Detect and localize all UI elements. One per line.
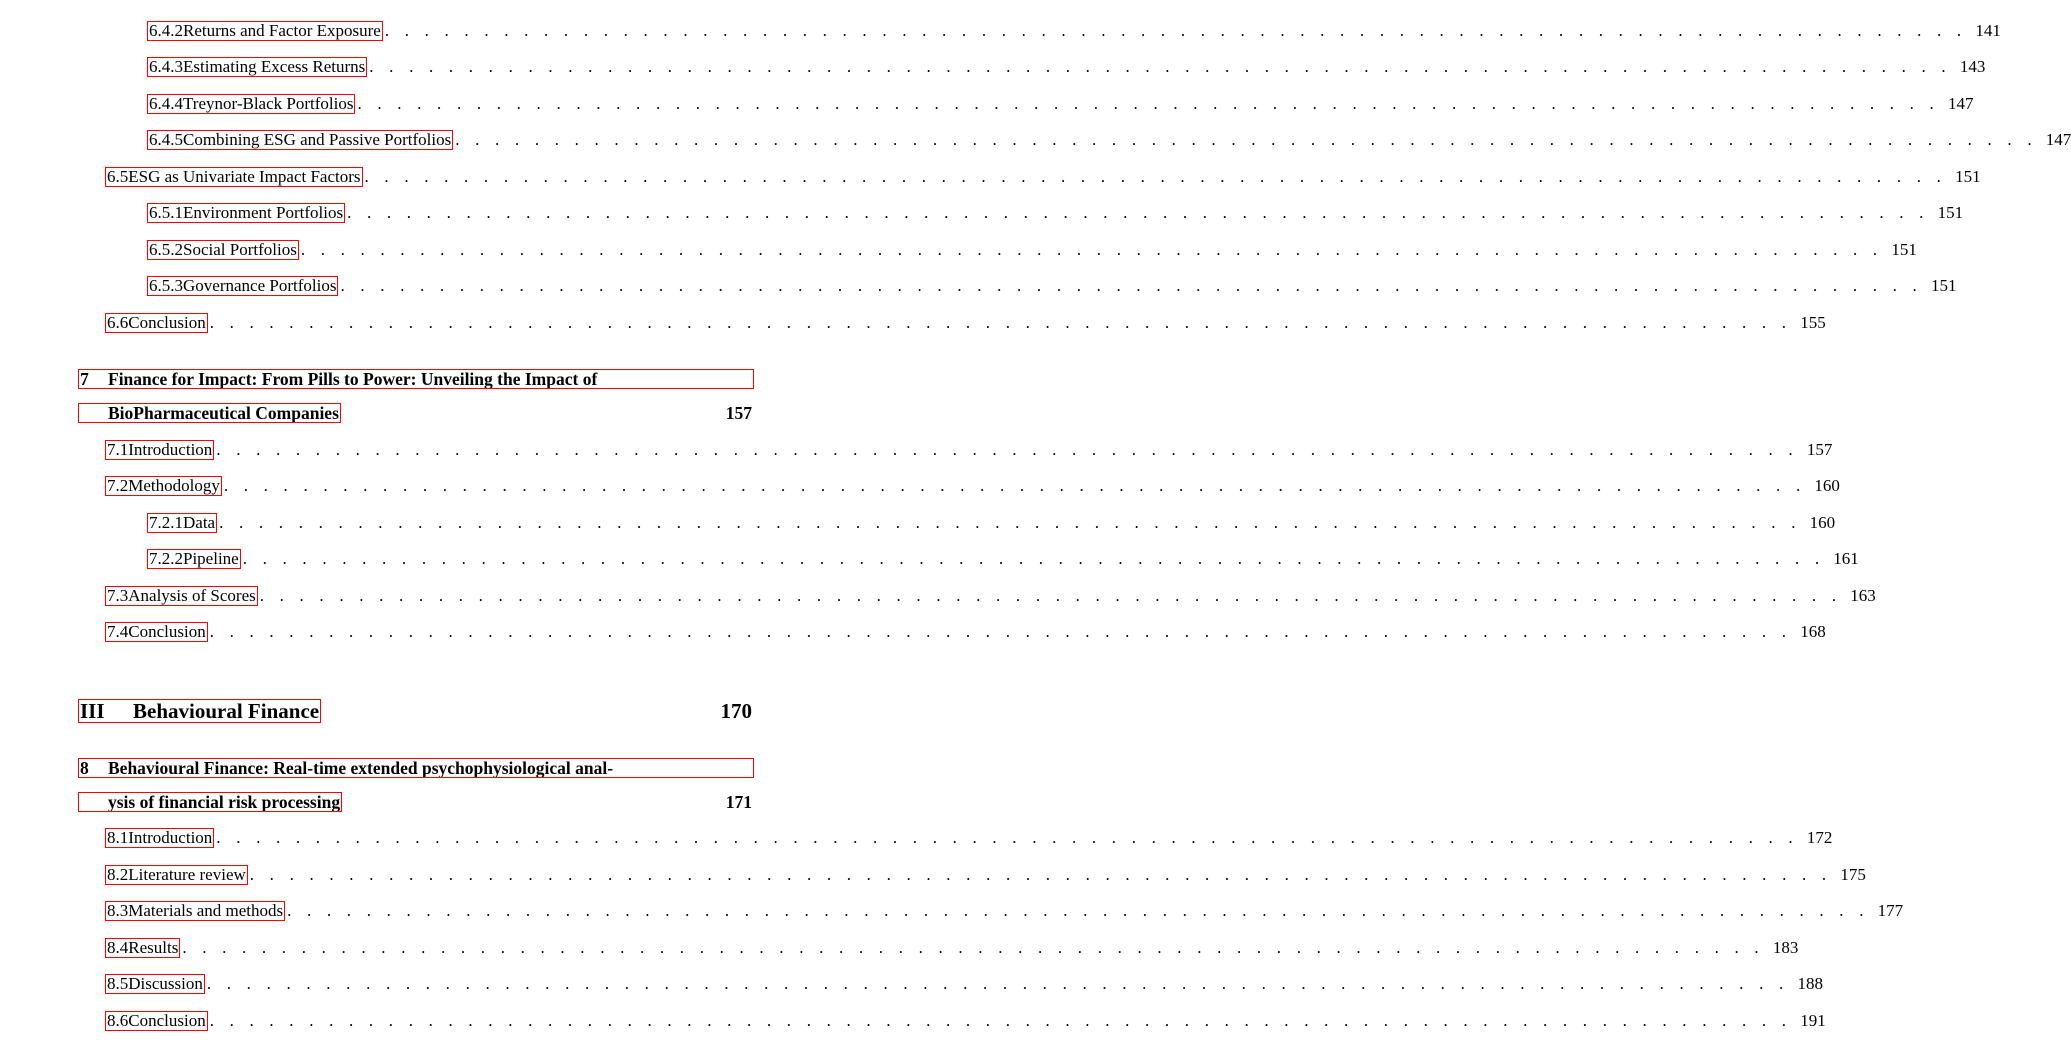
toc-entry-page: 172 <box>1806 828 1833 847</box>
toc-entry-number: 7.4 <box>107 622 129 641</box>
toc-entry-page: 147 <box>1948 94 1974 113</box>
toc-link-box[interactable] <box>147 203 345 223</box>
toc-link-box[interactable] <box>147 276 338 296</box>
toc-entry-title-continuation: BioPharmaceutical Companies <box>108 402 339 423</box>
toc-leader-dots: . . . . . . . . . . . . . . . . . . . . . . . . . . . . . . . . . . . . . . . . . . . . . . . . . . . . . . . . . . . . . . . . . . . . . . . . . . . . . . . . <box>347 203 1930 222</box>
toc-entry-title: Social Portfolios <box>183 240 297 259</box>
toc-entry-title: Materials and methods <box>128 901 284 920</box>
toc-link-box[interactable] <box>147 21 383 41</box>
toc-entry-title-continuation: ysis of financial risk processing <box>108 791 341 812</box>
toc-leader-dots: . . . . . . . . . . . . . . . . . . . . . . . . . . . . . . . . . . . . . . . . . . . . . . . . . . . . . . . . . . . . . . . . . . . . . . . . . . . . . . . . <box>364 167 1947 186</box>
toc-entry-title: ESG as Univariate Impact Factors <box>128 167 361 186</box>
toc-entry-page: 141 <box>1975 21 2001 40</box>
toc-link-box[interactable] <box>147 57 367 77</box>
toc-entry-title: Conclusion <box>128 313 206 332</box>
toc-entry-page: 188 <box>1797 974 1823 993</box>
toc-leader-dots: . . . . . . . . . . . . . . . . . . . . . . . . . . . . . . . . . . . . . . . . . . . . . . . . . . . . . . . . . . . . . . . . . . . . . . . . . . . . . . . . <box>209 622 1792 641</box>
toc-entry-page: 168 <box>1800 622 1826 641</box>
toc-entry-title: Pipeline <box>183 549 239 568</box>
toc-link-box[interactable] <box>105 167 363 187</box>
toc-link-box[interactable] <box>105 865 248 885</box>
toc-entry[interactable] <box>107 936 1799 960</box>
toc-entry-number: 6.5 <box>107 167 129 186</box>
toc-link-box[interactable] <box>78 758 754 778</box>
toc-entry-page: 171 <box>725 791 752 812</box>
toc-entry-number: 7.2 <box>107 476 129 495</box>
toc-entry-page: 191 <box>1800 1011 1826 1030</box>
toc-link-box[interactable] <box>78 369 754 389</box>
toc-entry-number: 7.2.1 <box>149 513 183 532</box>
toc-leader-dots: . . . . . . . . . . . . . . . . . . . . . . . . . . . . . . . . . . . . . . . . . . . . . . . . . . . . . . . . . . . . . . . . . . . . . . . . . . . . . . . . <box>259 586 1842 605</box>
toc-entry-page: 151 <box>1891 240 1917 259</box>
toc-entry-title: Estimating Excess Returns <box>183 57 366 76</box>
toc-leader-dots: . . . . . . . . . . . . . . . . . . . . . . . . . . . . . . . . . . . . . . . . . . . . . . . . . . . . . . . . . . . . . . . . . . . . . . . . . . . . . . . . <box>249 865 1832 884</box>
toc-entry-title: Discussion <box>128 974 203 993</box>
toc-entry-number: 6.4.2 <box>149 21 183 40</box>
toc-entry-number: 8.6 <box>107 1011 129 1030</box>
toc-link-box[interactable] <box>147 130 453 150</box>
toc-link-box[interactable] <box>105 476 222 496</box>
toc-entry-title: Analysis of Scores <box>128 586 256 605</box>
toc-entry[interactable] <box>149 511 1836 535</box>
toc-entry-number: 6.4.4 <box>149 94 183 113</box>
toc-link-box[interactable] <box>105 586 258 606</box>
toc-leader-dots: . . . . . . . . . . . . . . . . . . . . . . . . . . . . . . . . . . . . . . . . . . . . . . . . . . . . . . . . . . . . . . . . . . . . . . . . . . . . . . . . <box>242 549 1825 568</box>
toc-link-box[interactable] <box>105 974 205 994</box>
toc-entry-page: 161 <box>1833 549 1859 568</box>
toc-entry-number: 7.1 <box>107 440 129 459</box>
toc-leader-dots: . . . . . . . . . . . . . . . . . . . . . . . . . . . . . . . . . . . . . . . . . . . . . . . . . . . . . . . . . . . . . . . . . . . . . . . . . . . . . . . . <box>219 513 1802 532</box>
toc-entry-number: 6.6 <box>107 313 129 332</box>
toc-entry-page: 183 <box>1772 938 1799 957</box>
toc-leader-dots: . . . . . . . . . . . . . . . . . . . . . . . . . . . . . . . . . . . . . . . . . . . . . . . . . . . . . . . . . . . . . . . . . . . . . . . . . . . . . . . . <box>300 240 1883 259</box>
toc-link-box[interactable] <box>105 440 214 460</box>
toc-link-box[interactable] <box>147 94 355 114</box>
toc-entry-page: 151 <box>1931 276 1957 295</box>
toc-entry-title: Finance for Impact: From Pills to Power: Unveiling the Impact of <box>108 368 598 389</box>
toc-link-box[interactable] <box>78 699 321 723</box>
toc-leader-dots: . . . . . . . . . . . . . . . . . . . . . . . . . . . . . . . . . . . . . . . . . . . . . . . . . . . . . . . . . . . . . . . . . . . . . . . . . . . . . . . . <box>287 901 1870 920</box>
toc-entry-number: 6.4.3 <box>149 57 183 76</box>
toc-link-box[interactable] <box>105 901 285 921</box>
toc-entry-title: Conclusion <box>128 622 206 641</box>
toc-entry-number: 6.5.2 <box>149 240 183 259</box>
toc-leader-dots: . . . . . . . . . . . . . . . . . . . . . . . . . . . . . . . . . . . . . . . . . . . . . . . . . . . . . . . . . . . . . . . . . . . . . . . . . . . . . . . . <box>209 313 1792 332</box>
toc-entry-title: Introduction <box>128 440 213 459</box>
toc-link-box[interactable] <box>147 240 299 260</box>
toc-entry-page: 177 <box>1877 901 1904 920</box>
toc-link-box[interactable] <box>105 828 214 848</box>
toc-entry-page: 170 <box>720 698 752 723</box>
toc-entry-title: Results <box>128 938 179 957</box>
toc-entry-page: 151 <box>1955 167 1981 186</box>
toc-leader-dots: . . . . . . . . . . . . . . . . . . . . . . . . . . . . . . . . . . . . . . . . . . . . . . . . . . . . . . . . . . . . . . . . . . . . . . . . . . . . . . . . <box>216 828 1799 847</box>
toc-leader-dots: . . . . . . . . . . . . . . . . . . . . . . . . . . . . . . . . . . . . . . . . . . . . . . . . . . . . . . . . . . . . . . . . . . . . . . . . . . . . . . . . <box>216 440 1799 459</box>
toc-entry-number: 7.3 <box>107 586 129 605</box>
toc-entry-page: 155 <box>1800 313 1826 332</box>
toc-leader-dots: . . . . . . . . . . . . . . . . . . . . . . . . . . . . . . . . . . . . . . . . . . . . . . . . . . . . . . . . . . . . . . . . . . . . . . . . . . . . . . . . <box>209 1011 1792 1030</box>
toc-entry-title: Data <box>183 513 216 532</box>
toc-entry-title: Introduction <box>128 828 213 847</box>
toc-entry-page: 151 <box>1937 203 1964 222</box>
toc-leader-dots: . . . . . . . . . . . . . . . . . . . . . . . . . . . . . . . . . . . . . . . . . . . . . . . . . . . . . . . . . . . . . . . . . . . . . . . . . . . . . . . . <box>182 938 1765 957</box>
toc-entry-number: 7.2.2 <box>149 549 183 568</box>
toc-link-box[interactable] <box>147 513 217 533</box>
toc-entry-number: 8 <box>80 757 89 778</box>
toc-entry-number: 8.4 <box>107 938 129 957</box>
toc-entry-number: 8.5 <box>107 974 129 993</box>
toc-entry-title: Conclusion <box>128 1011 206 1030</box>
toc-entry-number: 7 <box>80 368 89 389</box>
toc-entry-page: 175 <box>1840 865 1866 884</box>
toc-entry-page: 160 <box>1809 513 1836 532</box>
toc-link-box[interactable] <box>105 938 180 958</box>
toc-entry-title: Literature review <box>128 865 246 884</box>
toc-entry-number: 8.2 <box>107 865 129 884</box>
toc-entry-number: 8.1 <box>107 828 129 847</box>
toc-entry-page: 157 <box>725 402 752 423</box>
toc-entry-number: 8.3 <box>107 901 129 920</box>
toc-entry-number: 6.4.5 <box>149 130 183 149</box>
toc-entry-title: Combining ESG and Passive Portfolios <box>183 130 452 149</box>
toc-leader-dots: . . . . . . . . . . . . . . . . . . . . . . . . . . . . . . . . . . . . . . . . . . . . . . . . . . . . . . . . . . . . . . . . . . . . . . . . . . . . . . . . <box>340 276 1923 295</box>
toc-leader-dots: . . . . . . . . . . . . . . . . . . . . . . . . . . . . . . . . . . . . . . . . . . . . . . . . . . . . . . . . . . . . . . . . . . . . . . . . . . . . . . . . <box>206 974 1789 993</box>
toc-entry-page: 143 <box>1959 57 1986 76</box>
toc-entry-number: 6.5.3 <box>149 276 183 295</box>
toc-leader-dots: . . . . . . . . . . . . . . . . . . . . . . . . . . . . . . . . . . . . . . . . . . . . . . . . . . . . . . . . . . . . . . . . . . . . . . . . . . . . . . . . <box>455 130 2038 149</box>
toc-entry-number: 6.5.1 <box>149 203 183 222</box>
toc-entry-page: 163 <box>1850 586 1876 605</box>
toc-entry-title: Environment Portfolios <box>183 203 344 222</box>
toc-entry-title: Treynor-Black Portfolios <box>183 94 354 113</box>
toc-entry-page: 157 <box>1806 440 1833 459</box>
toc-entry-title: Behavioural Finance: Real-time extended psychophysiological anal- <box>108 757 614 778</box>
toc-entry-title: Behavioural Finance <box>133 698 320 723</box>
toc-entry-page: 147 <box>2045 130 2071 149</box>
toc-leader-dots: . . . . . . . . . . . . . . . . . . . . . . . . . . . . . . . . . . . . . . . . . . . . . . . . . . . . . . . . . . . . . . . . . . . . . . . . . . . . . . . . <box>357 94 1940 113</box>
toc-leader-dots: . . . . . . . . . . . . . . . . . . . . . . . . . . . . . . . . . . . . . . . . . . . . . . . . . . . . . . . . . . . . . . . . . . . . . . . . . . . . . . . . <box>384 21 1967 40</box>
toc-entry-page: 160 <box>1814 476 1840 495</box>
toc-leader-dots: . . . . . . . . . . . . . . . . . . . . . . . . . . . . . . . . . . . . . . . . . . . . . . . . . . . . . . . . . . . . . . . . . . . . . . . . . . . . . . . . <box>223 476 1806 495</box>
toc-entry-title: Methodology <box>128 476 220 495</box>
toc-link-box[interactable] <box>105 622 208 642</box>
toc-link-box[interactable] <box>78 403 341 423</box>
toc-entry-number: III <box>80 698 105 723</box>
toc-link-box[interactable] <box>78 792 342 812</box>
toc-link-box[interactable] <box>147 549 241 569</box>
toc-entry-title: Returns and Factor Exposure <box>183 21 381 40</box>
toc-leader-dots: . . . . . . . . . . . . . . . . . . . . . . . . . . . . . . . . . . . . . . . . . . . . . . . . . . . . . . . . . . . . . . . . . . . . . . . . . . . . . . . . <box>369 57 1952 76</box>
toc-link-box[interactable] <box>105 1011 208 1031</box>
toc-entry-title: Governance Portfolios <box>183 276 337 295</box>
toc-link-box[interactable] <box>105 313 208 333</box>
